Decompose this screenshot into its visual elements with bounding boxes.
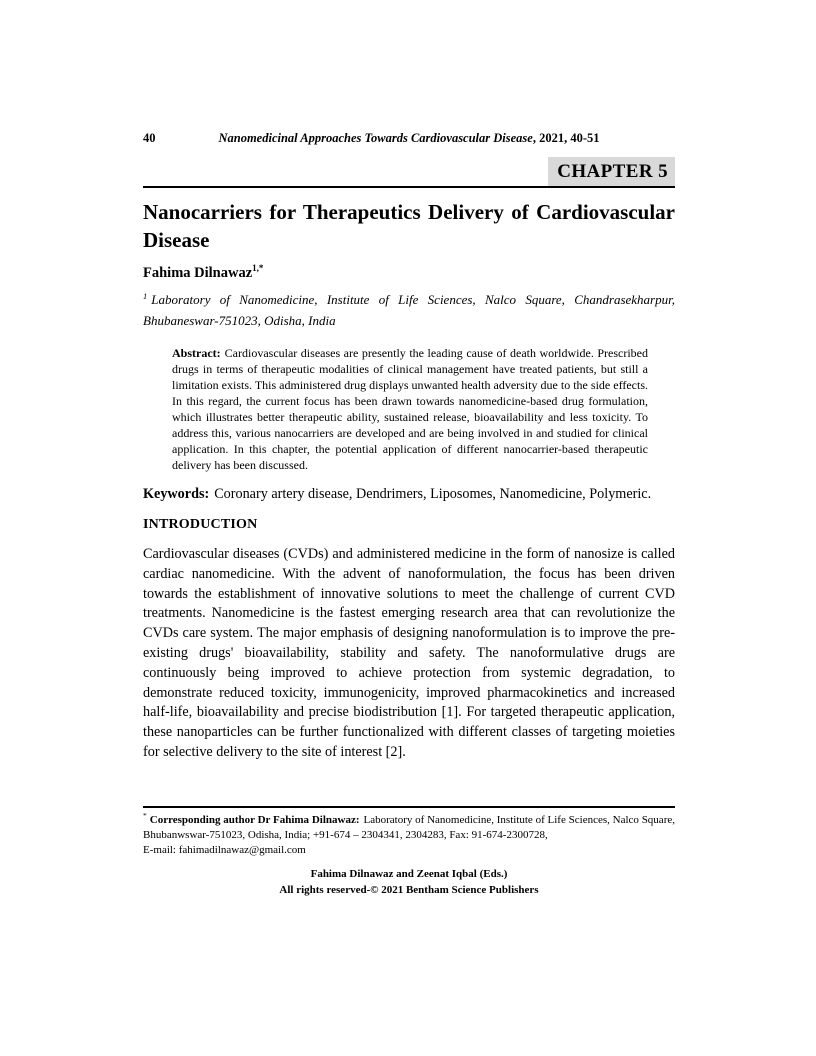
footer-editors-line: Fahima Dilnawaz and Zeenat Iqbal (Eds.) — [310, 868, 508, 880]
running-header — [143, 131, 675, 148]
footnote-marker: * — [143, 811, 147, 821]
article-title: Nanocarriers for Therapeutics Delivery of Cardiovascular Disease — [143, 200, 675, 252]
keywords-block — [143, 484, 675, 505]
author-name: Fahima Dilnawaz — [143, 265, 253, 281]
running-title-suffix: , 2021, 40-51 — [532, 131, 600, 145]
affiliation-text: Laboratory of Nanomedicine, Institute of Life Sciences, Nalco Square, Chandrasekharpur, Bhubaneswar-751023, Odisha, India — [143, 292, 675, 328]
running-title — [143, 131, 675, 146]
author-superscript: 1,* — [252, 263, 264, 274]
section-heading-introduction: INTRODUCTION — [143, 517, 258, 532]
chapter-heading-row — [143, 157, 675, 188]
affiliation-marker: 1 — [143, 290, 148, 301]
chapter-badge: CHAPTER 5 — [548, 157, 675, 186]
footer-rights-line: All rights reserved-© 2021 Bentham Science Publishers — [279, 883, 539, 896]
footnote-label: Corresponding author Dr Fahima Dilnawaz: — [149, 814, 360, 826]
footnote-area — [143, 806, 675, 898]
keywords-label: Keywords: — [143, 486, 210, 502]
book-footer — [143, 867, 675, 898]
author-line — [143, 265, 675, 284]
footnote-text: Laboratory of Nanomedicine, Institute of Life Sciences, Nalco Square, Bhubanwswar-751023, Odisha, India; +91-674 – 2304341, 2304283, Fax: 91-674-2300728, — [143, 814, 675, 841]
introduction-paragraph: Cardiovascular diseases (CVDs) and administered medicine in the form of nanosize is called cardiac nanomedicine. With the advent of nanoformulation, the focus has been driven towards the establishment of innovative solutions to meet the challenge of current CVD treatments. Nanomedicine is the fastest emerging research area that can revolutionize the CVDs care system. The major emphasis of designing nanoformulation is to improve the pre-existing drugs' bioavailability, stability and safety. The nanoformulative drugs are continuously being improved to achieve protection from systemic degradation, to demonstrate reduced toxicity, immunogenicity, improved pharmacokinetics and increased half-life, bioavailability and precise biodistribution [1]. For targeted therapeutic application, these nanoparticles can be further functionalized with different classes of targeting moieties for selective delivery to the site of interest [2]. — [143, 546, 675, 760]
abstract-label: Abstract: — [172, 346, 221, 360]
corresponding-author-footnote — [143, 813, 675, 843]
keywords-text: Coronary artery disease, Dendrimers, Liposomes, Nanomedicine, Polymeric. — [214, 486, 652, 502]
affiliation — [143, 289, 675, 331]
footnote-email-line: E-mail: fahimadilnawaz@gmail.com — [143, 844, 306, 856]
running-title-book: Nanomedicinal Approaches Towards Cardiovascular Disease — [218, 131, 533, 145]
abstract-block — [172, 345, 648, 473]
page-number: 40 — [143, 131, 156, 145]
abstract-text: Cardiovascular diseases are presently the leading cause of death worldwide. Prescribed drugs in terms of therapeutic modalities of clinical management have treated patients, but still a limitation exists. This administered drug displays unwanted health adversity due to the side effects. In this regard, the current focus has been drawn towards nanomedicine-based drug formulation, which illustrates better therapeutic ability, sustained release, bioavailability and less toxicity. To address this, various nanocarriers are developed and are being involved in and studied for clinical application. In this chapter, the potential application of different nanocarrier-based therapeutic delivery has been discussed. — [172, 346, 648, 472]
